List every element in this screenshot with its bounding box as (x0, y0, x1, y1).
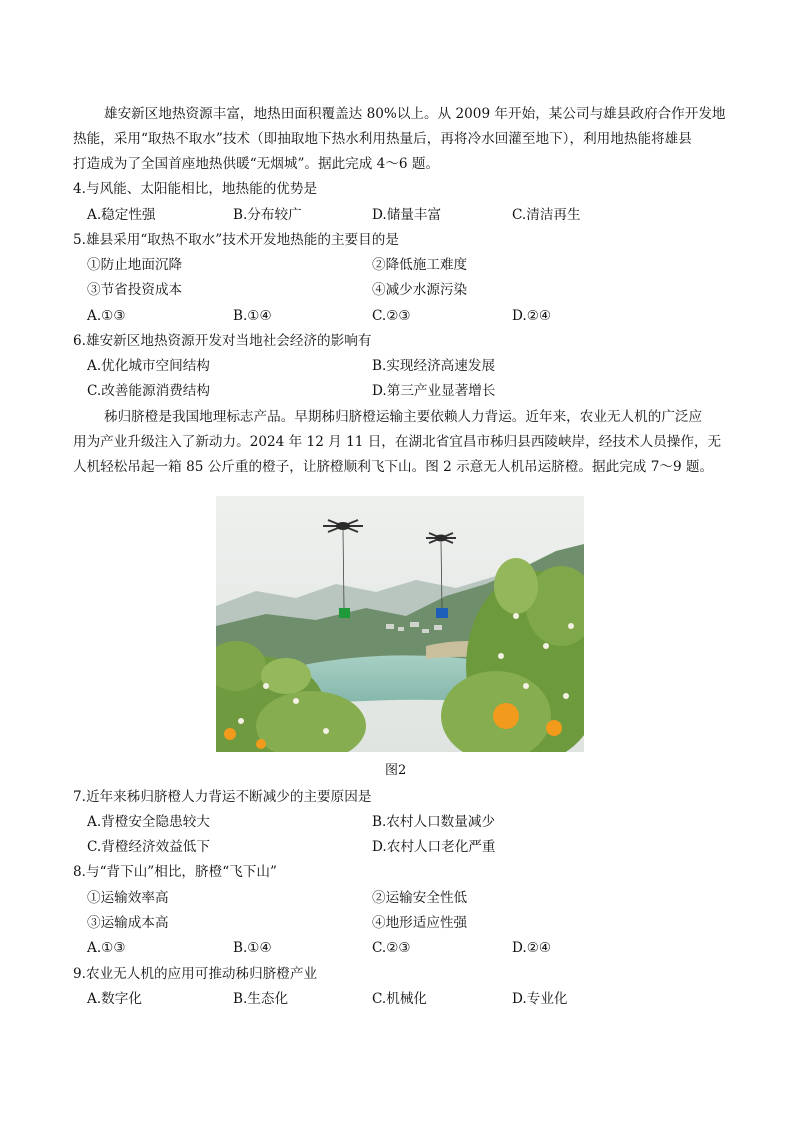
passage1-line3: 打造成为了全国首座地热供暖“无烟城”。据此完成 4～6 题。 (73, 156, 440, 172)
question-5-item: ①防止地面沉降 (87, 257, 183, 273)
crate-blue (436, 608, 448, 618)
question-7-option[interactable]: C.背橙经济效益低下 (87, 839, 210, 855)
question-9-stem: 9.农业无人机的应用可推动秭归脐橙产业 (73, 966, 318, 982)
question-4-option[interactable]: B.分布较广 (233, 207, 302, 223)
question-5-option[interactable]: D.②④ (512, 308, 552, 324)
question-5-option[interactable]: C.②③ (372, 308, 411, 324)
figure-2-caption: 图2 (385, 763, 407, 778)
question-6-stem: 6.雄安新区地热资源开发对当地社会经济的影响有 (73, 333, 372, 349)
question-8-option[interactable]: D.②④ (512, 940, 552, 956)
question-9-option[interactable]: D.专业化 (512, 991, 568, 1007)
question-8-item: ④地形适应性强 (372, 915, 468, 931)
question-5-option[interactable]: B.①④ (233, 308, 272, 324)
passage1-line1: 雄安新区地热资源丰富，地热田面积覆盖达 80%以上。从 2009 年开始，某公司与雄县政府合作开发地 (104, 106, 726, 122)
passage2-line3: 人机轻松吊起一箱 85 公斤重的橙子，让脐橙顺利飞下山。图 2 示意无人机吊运脐橙。据此完成 7～9 题。 (73, 459, 714, 475)
question-6-option[interactable]: D.第三产业显著增长 (372, 383, 496, 399)
question-8-option[interactable]: C.②③ (372, 940, 411, 956)
question-5-item: ②降低施工难度 (372, 257, 468, 273)
figure-2-drone-photo (216, 496, 584, 752)
question-7-stem: 7.近年来秭归脐橙人力背运不断减少的主要原因是 (73, 789, 372, 805)
passage1-line2: 热能，采用“取热不取水”技术（即抽取地下热水利用热量后，再将冷水回灌至地下），利用地热能将雄县 (73, 131, 692, 147)
question-9-option[interactable]: A.数字化 (87, 991, 142, 1007)
question-7-option[interactable]: B.农村人口数量减少 (372, 814, 496, 830)
question-4-option[interactable]: C.清洁再生 (512, 207, 581, 223)
question-5-option[interactable]: A.①③ (87, 308, 126, 324)
drone-photo-illustration (216, 496, 584, 752)
question-6-option[interactable]: B.实现经济高速发展 (372, 358, 496, 374)
question-8-option[interactable]: A.①③ (87, 940, 126, 956)
question-5-stem: 5.雄县采用“取热不取水”技术开发地热能的主要目的是 (73, 232, 399, 248)
question-8-option[interactable]: B.①④ (233, 940, 272, 956)
question-7-option[interactable]: A.背橙安全隐患较大 (87, 814, 210, 830)
passage2-line2: 用为产业升级注入了新动力。2024 年 12 月 11 日，在湖北省宜昌市秭归县西陵峡岸，经技术人员操作，无 (73, 434, 722, 450)
question-9-option[interactable]: B.生态化 (233, 991, 289, 1007)
question-4-option[interactable]: A.稳定性强 (87, 207, 156, 223)
question-5-item: ④减少水源污染 (372, 282, 468, 298)
question-7-option[interactable]: D.农村人口老化严重 (372, 839, 496, 855)
question-6-option[interactable]: C.改善能源消费结构 (87, 383, 210, 399)
crate-green (339, 608, 350, 618)
question-5-item: ③节省投资成本 (87, 282, 183, 298)
question-6-option[interactable]: A.优化城市空间结构 (87, 358, 210, 374)
orange-fruit (493, 703, 519, 729)
question-8-item: ①运输效率高 (87, 890, 169, 906)
question-8-item: ②运输安全性低 (372, 890, 468, 906)
question-4-option[interactable]: D.储量丰富 (372, 207, 442, 223)
passage2-line1: 秭归脐橙是我国地理标志产品。早期秭归脐橙运输主要依赖人力背运。近年来，农业无人机的广泛应 (104, 409, 703, 425)
question-9-option[interactable]: C.机械化 (372, 991, 428, 1007)
question-8-item: ③运输成本高 (87, 915, 169, 931)
question-8-stem: 8.与“背下山”相比，脐橙“飞下山” (73, 864, 277, 880)
question-4-stem: 4.与风能、太阳能相比，地热能的优势是 (73, 181, 318, 197)
